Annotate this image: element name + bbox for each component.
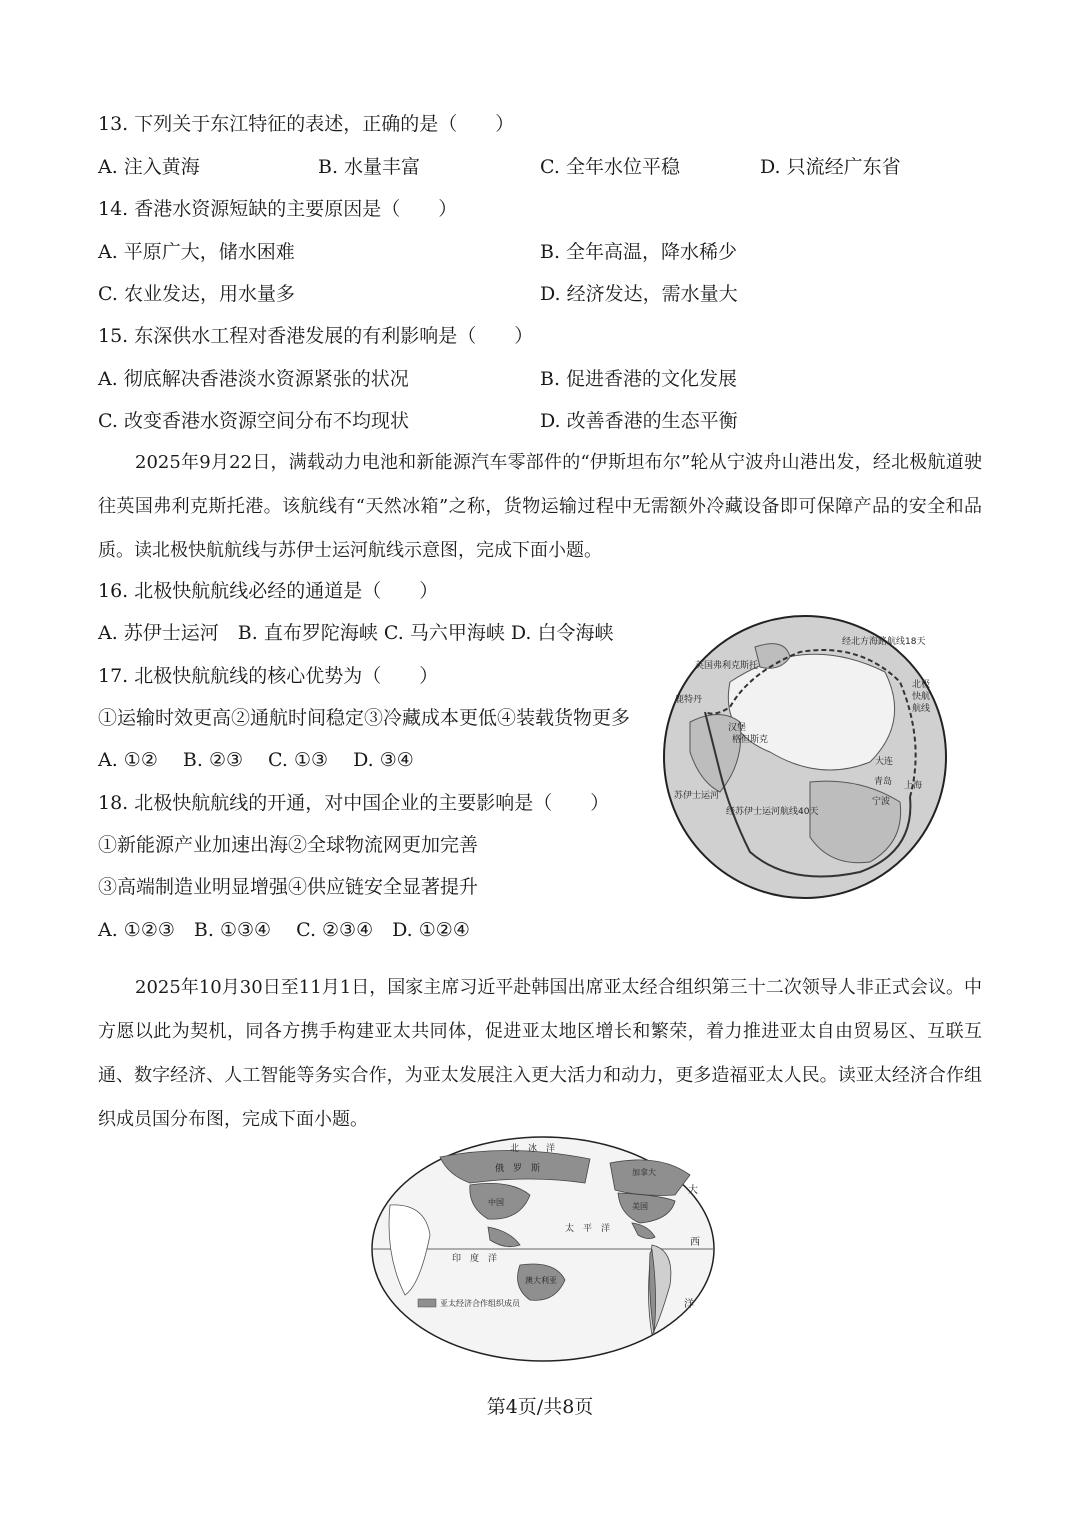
label-gdansk: 格但斯克 bbox=[732, 735, 769, 745]
label-ningbo: 宁波 bbox=[872, 797, 891, 807]
q18-options: A. ①②③ B. ①③④ C. ②③④ D. ①②④ bbox=[98, 919, 470, 941]
arctic-route-map bbox=[660, 612, 950, 902]
label-pacific: 太 平 洋 bbox=[565, 1224, 611, 1234]
q14-option-d: D. 经济发达，需水量大 bbox=[540, 283, 738, 305]
legend-label: 亚太经济合作组织成员 bbox=[440, 1299, 520, 1308]
apec-member-map bbox=[370, 1135, 716, 1363]
q18-stem: 18. 北极快航航线的开通，对中国企业的主要影响是（ ） bbox=[98, 792, 610, 814]
canada-shape bbox=[610, 1160, 690, 1196]
q15-stem: 15. 东深供水工程对香港发展的有利影响是（ ） bbox=[98, 325, 534, 347]
q13-option-d: D. 只流经广东省 bbox=[760, 156, 901, 178]
q13-option-c: C. 全年水位平稳 bbox=[540, 156, 680, 178]
label-qingdao: 青岛 bbox=[874, 777, 893, 787]
q14-option-b: B. 全年高温，降水稀少 bbox=[540, 241, 738, 263]
page-footer: 第4页/共8页 bbox=[486, 1396, 594, 1418]
label-suez-route: 经苏伊士运河航线40天 bbox=[726, 807, 819, 817]
label-atlantic-2: 西 bbox=[690, 1237, 700, 1248]
q13-stem: 13. 下列关于东江特征的表述，正确的是（ ） bbox=[98, 113, 515, 135]
passage-apec: 2025年10月30日至11月1日，国家主席习近平赴韩国出席亚太经合组织第三十二次领导人非正式会议。中方愿以此为契机，同各方携手构建亚太共同体，促进亚太地区增长和繁荣，着力推进亚太自由贸易区、互联互通、数字经济、人工智能等务实合作，为亚太发展注入更大活力和动力，更多造福亚太人民。读亚太经济合作组织成员国分布图，完成下面小题。 bbox=[98, 977, 982, 1130]
label-rotterdam: 鹿特丹 bbox=[675, 695, 703, 705]
q18-items-1: ①新能源产业加速出海②全球物流网更加完善 bbox=[98, 834, 479, 856]
label-china: 中国 bbox=[488, 1198, 504, 1207]
passage-arctic-route: 2025年9月22日，满载动力电池和新能源汽车零部件的“伊斯坦布尔”轮从宁波舟山港出发，经北极航道驶往英国弗利克斯托港。该航线有“天然冰箱”之称，货物运输过程中无需额外冷藏设备即可保障产品的安全和品质。读北极快航航线与苏伊士运河航线示意图，完成下面小题。 bbox=[98, 452, 982, 561]
label-arctic-line-3: 航线 bbox=[912, 704, 931, 714]
label-indian: 印 度 洋 bbox=[452, 1254, 498, 1264]
label-dalian: 大连 bbox=[875, 757, 894, 767]
label-arctic-line-1: 北极 bbox=[912, 680, 931, 690]
q17-items: ①运输时效更高②通航时间稳定③冷藏成本更低④装载货物更多 bbox=[98, 707, 631, 729]
label-shanghai: 上海 bbox=[904, 781, 923, 791]
label-route-arctic: 经北方海路航线18天 bbox=[842, 637, 926, 647]
q16-stem: 16. 北极快航航线必经的通道是（ ） bbox=[98, 580, 439, 602]
q15-option-a: A. 彻底解决香港淡水资源紧张的状况 bbox=[98, 368, 409, 390]
label-australia: 澳大利亚 bbox=[525, 1276, 557, 1285]
q14-stem: 14. 香港水资源短缺的主要原因是（ ） bbox=[98, 198, 458, 220]
label-suez-canal: 苏伊士运河 bbox=[674, 791, 720, 801]
label-russia: 俄 罗 斯 bbox=[495, 1164, 541, 1174]
q15-option-d: D. 改善香港的生态平衡 bbox=[540, 410, 738, 432]
label-arctic-line-2: 快航 bbox=[912, 692, 931, 702]
label-canada: 加拿大 bbox=[632, 1168, 656, 1177]
label-atlantic-3: 洋 bbox=[684, 1299, 694, 1310]
q15-option-c: C. 改变香港水资源空间分布不均现状 bbox=[98, 410, 409, 432]
q14-option-c: C. 农业发达，用水量多 bbox=[98, 283, 295, 305]
q17-options: A. ①② B. ②③ C. ①③ D. ③④ bbox=[98, 749, 414, 771]
q15-option-b: B. 促进香港的文化发展 bbox=[540, 368, 738, 390]
q17-stem: 17. 北极快航航线的核心优势为（ ） bbox=[98, 665, 439, 687]
q13-option-b: B. 水量丰富 bbox=[318, 156, 421, 178]
q18-items-2: ③高端制造业明显增强④供应链安全显著提升 bbox=[98, 876, 479, 898]
label-felixstowe: 英国弗利克斯托 bbox=[695, 661, 759, 671]
q14-option-a: A. 平原广大，储水困难 bbox=[98, 241, 295, 263]
q16-options: A. 苏伊士运河 B. 直布罗陀海峡 C. 马六甲海峡 D. 白令海峡 bbox=[98, 622, 614, 644]
label-atlantic-1: 大 bbox=[688, 1185, 698, 1196]
label-north-ice: 北 冰 洋 bbox=[510, 1144, 556, 1154]
label-usa: 美国 bbox=[632, 1202, 648, 1211]
legend-swatch bbox=[418, 1299, 436, 1307]
q13-option-a: A. 注入黄海 bbox=[98, 156, 200, 178]
label-hamburg: 汉堡 bbox=[728, 723, 747, 733]
